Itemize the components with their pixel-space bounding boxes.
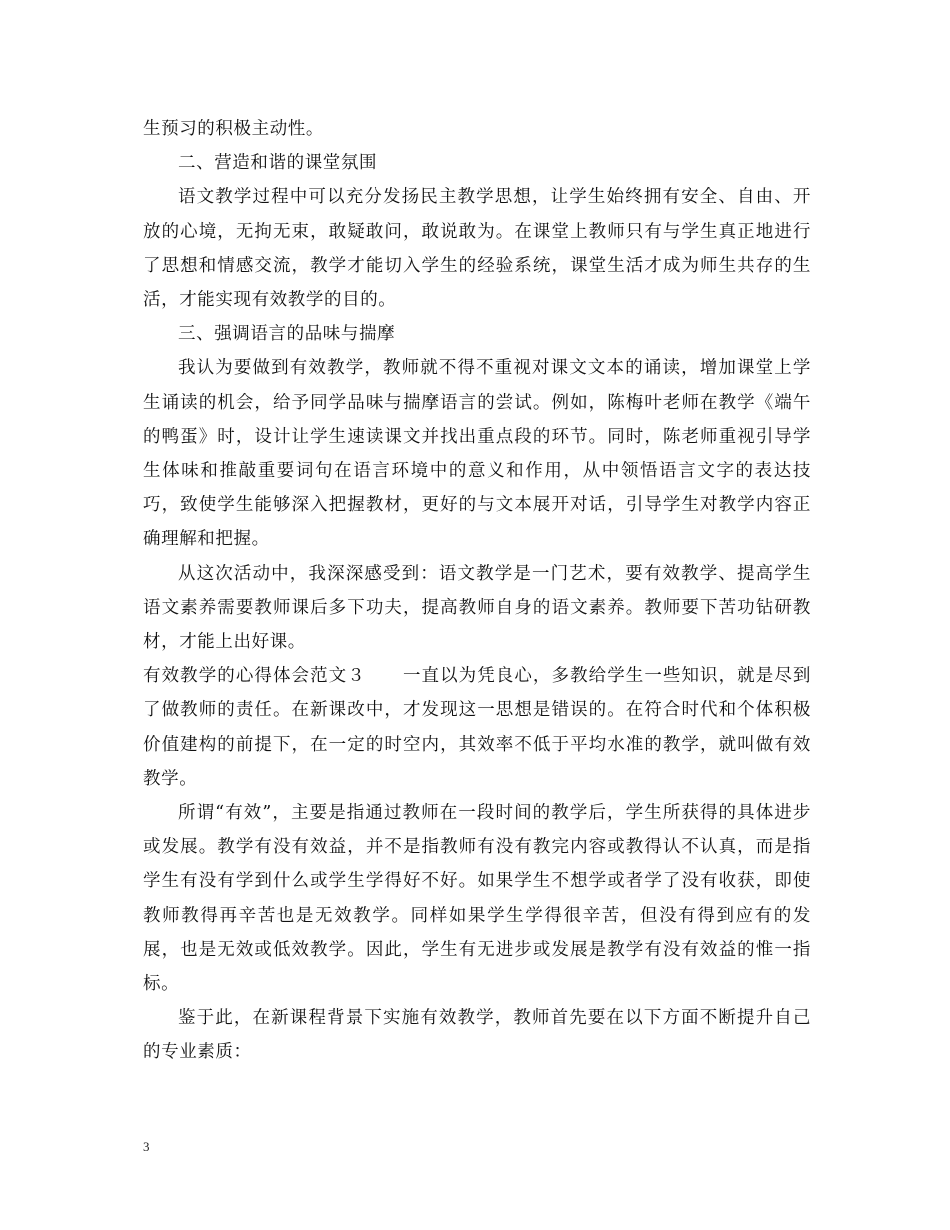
paragraph-7: 有效教学的心得体会范文３ 一直以为凭良心，多教给学生一些知识，就是尽到了做教师的责任。在新课改中，才发现这一思想是错误的。在符合时代和个体积极价值建构的前提下，在一定的时空内，其效率不低于平均水准的教学，就叫做有效教学。 [143, 666, 811, 789]
paragraph-3: 语文教学过程中可以充分发扬民主教学思想，让学生始终拥有安全、自由、开放的心境，无拘无束，敢疑敢问，敢说敢为。在课堂上教师只有与学生真正地进行了思想和情感交流，教学才能切入学生的经验系统，课堂生活才成为师生共存的生活，才能实现有效教学的目的。 [143, 187, 811, 311]
paragraph-6: 从这次活动中，我深深感受到：语文教学是一门艺术，要有效教学、提高学生语文素养需要教师课后多下功夫，提高教师自身的语文素养。教师要下苦功钻研教材，才能上出好课。 [143, 563, 811, 653]
paragraph-5: 我认为要做到有效教学，教师就不得不重视对课文文本的诵读，增加课堂上学生诵读的机会，给予同学品味与揣摩语言的尝试。例如，陈梅叶老师在教学《端午的鸭蛋》时，设计让学生速读课文并找出重点段的环节。同时，陈老师重视引导学生体味和推敲重要词句在语言环境中的意义和作用，从中领悟语言文字的表达技巧，致使学生能够深入把握教材，更好的与文本展开对话，引导学生对教学内容正确理解和把握。 [143, 358, 811, 550]
paragraph-1: 生预习的积极主动性。 [143, 119, 324, 139]
section-heading-4: 三、强调语言的品味与揣摩 [178, 324, 396, 345]
paragraph-8: 所谓“有效”，主要是指通过教师在一段时间的教学后，学生所获得的具体进步或发展。教学有没有效益，并不是指教师有没有教完内容或教得认不认真，而是指学生有没有学到什么或学生学得好不好。如果学生不想学或者学了没有收获，即使教师教得再辛苦也是无效教学。同样如果学生学得很辛苦，但没有得到应有的发展，也是无效或低效教学。因此，学生有无进步或发展是教学有没有效益的惟一指标。 [143, 803, 811, 995]
paragraph-9: 鉴于此，在新课程背景下实施有效教学，教师首先要在以下方面不断提升自己的专业素质： [143, 1008, 811, 1063]
document-body [143, 112, 811, 1070]
section-heading-2: 二、营造和谐的课堂氛围 [178, 153, 378, 174]
page-number: 3 [143, 1139, 150, 1154]
